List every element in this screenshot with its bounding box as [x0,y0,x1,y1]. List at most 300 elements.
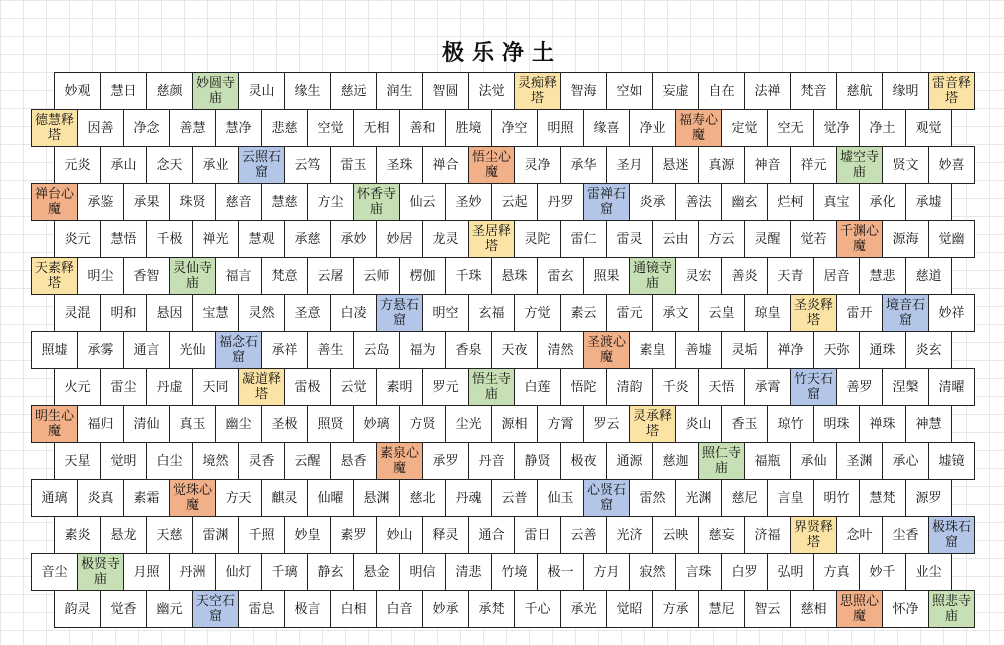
grid-cell-demon: 思照心魔 [837,591,883,627]
grid-row [54,72,975,110]
grid-cell-temple: 通镜寺庙 [630,258,676,294]
grid-cell: 承业 [193,147,239,183]
grid-cell: 墟镜 [929,443,975,479]
grid-cell: 方尘 [308,184,354,220]
grid-cell: 梵意 [262,258,308,294]
grid-cell-temple: 妙圆寺庙 [193,73,239,109]
grid-cell: 觉昭 [607,591,653,627]
grid-cell: 炎真 [78,480,124,516]
grid-cell: 千炎 [653,369,699,405]
grid-cell: 妙璃 [354,406,400,442]
grid-cell-temple: 照仁寺庙 [699,443,745,479]
grid-cell: 雷玉 [331,147,377,183]
grid-cell: 慧尼 [699,591,745,627]
grid-cell: 言珠 [676,554,722,590]
grid-cell: 善法 [676,184,722,220]
grid-cell: 境然 [193,443,239,479]
grid-cell: 罗云 [584,406,630,442]
grid-cell: 明信 [400,554,446,590]
grid-cell: 方真 [814,554,860,590]
grid-cell: 慧梵 [860,480,906,516]
grid-cell: 福归 [78,406,124,442]
grid-cell: 云觉 [331,369,377,405]
grid-cell: 居音 [814,258,860,294]
grid-cell: 悬因 [147,295,193,331]
grid-cell: 素云 [561,295,607,331]
grid-cell: 源相 [492,406,538,442]
grid-row [31,109,952,147]
grid-cell: 清韵 [607,369,653,405]
grid-cell: 天夜 [492,332,538,368]
grid-cell: 香泉 [446,332,492,368]
grid-cell: 灵陀 [515,221,561,257]
grid-cell: 缘喜 [584,110,630,146]
grid-cell: 悬迷 [653,147,699,183]
grid-row [31,479,952,517]
grid-cell: 缘生 [285,73,331,109]
grid-cell: 通源 [607,443,653,479]
grid-cell: 慈道 [906,258,952,294]
grid-cell: 梵音 [791,73,837,109]
grid-cell: 明和 [101,295,147,331]
grid-cell: 福为 [400,332,446,368]
grid-cell: 照果 [584,258,630,294]
grid-cell: 承化 [860,184,906,220]
grid-cell: 润生 [377,73,423,109]
grid-cell: 觉幽 [929,221,975,257]
grid-cell: 雷玄 [538,258,584,294]
grid-cell: 照墟 [32,332,78,368]
grid-cell: 极一 [538,554,584,590]
grid-cell: 怀净 [883,591,929,627]
grid-cell: 元炎 [55,147,101,183]
grid-cell: 净念 [124,110,170,146]
grid-cell-temple: 极贤寺庙 [78,554,124,590]
grid-cell: 云映 [653,517,699,553]
grid-cell-pagoda: 灵痴释塔 [515,73,561,109]
grid-cell: 清然 [538,332,584,368]
grid-cell: 千心 [515,591,561,627]
grid-cell: 清曜 [929,369,975,405]
grid-cell: 圣意 [285,295,331,331]
grid-cell: 贤文 [883,147,929,183]
grid-cell: 福瓶 [745,443,791,479]
grid-cell: 云皇 [699,295,745,331]
grid-cell: 承心 [883,443,929,479]
grid-cell: 智海 [561,73,607,109]
grid-cell: 因善 [78,110,124,146]
grid-cell-pagoda: 天素释塔 [32,258,78,294]
grid-cell-temple: 照悲寺庙 [929,591,975,627]
grid-cell: 智云 [745,591,791,627]
grid-cell: 云笃 [285,147,331,183]
grid-cell: 炎玄 [906,332,952,368]
grid-cell: 承墟 [906,184,952,220]
grid-cell: 胜境 [446,110,492,146]
grid-cell: 念叶 [837,517,883,553]
grid-cell: 麒灵 [262,480,308,516]
grid-cell: 罗元 [423,369,469,405]
grid-cell: 承雾 [78,332,124,368]
grid-cell: 觉香 [101,591,147,627]
grid-cell: 仙云 [400,184,446,220]
grid-cell: 悬金 [354,554,400,590]
grid-row [54,294,975,332]
grid-cell: 慈北 [400,480,446,516]
grid-cell-demon: 圣渡心魔 [584,332,630,368]
grid-cell: 尘光 [446,406,492,442]
grid-cell: 法觉 [469,73,515,109]
grid-cell: 善生 [308,332,354,368]
grid-cell: 承文 [653,295,699,331]
grid-cell: 悬珠 [492,258,538,294]
grid-cell: 妄虚 [653,73,699,109]
grid-cell: 白凌 [331,295,377,331]
grid-cell: 炎承 [630,184,676,220]
grid-cell: 善炎 [722,258,768,294]
grid-cell-demon: 素泉心魔 [377,443,423,479]
grid-cell: 雷息 [239,591,285,627]
grid-cell-grotto: 竹天石窟 [791,369,837,405]
grid-cell: 通珠 [860,332,906,368]
grid-cell: 白相 [331,591,377,627]
grid-cell: 缘明 [883,73,929,109]
grid-cell-grotto: 云照石窟 [239,147,285,183]
grid-cell-pagoda: 凝道释塔 [239,369,285,405]
grid-cell: 定觉 [722,110,768,146]
grid-cell-pagoda: 雷音释塔 [929,73,975,109]
grid-cell: 幽元 [147,591,193,627]
grid-cell: 慈航 [837,73,883,109]
grid-cell: 禅合 [423,147,469,183]
grid-cell: 明照 [538,110,584,146]
grid-cell: 承梵 [469,591,515,627]
grid-cell: 雷然 [630,480,676,516]
grid-cell: 云普 [492,480,538,516]
grid-cell: 承果 [124,184,170,220]
grid-cell: 宝慧 [193,295,239,331]
grid-cell: 火元 [55,369,101,405]
grid-cell: 涅槃 [883,369,929,405]
grid-cell: 天悟 [699,369,745,405]
grid-cell: 云善 [561,517,607,553]
grid-cell: 通言 [124,332,170,368]
grid-cell: 悬渊 [354,480,400,516]
grid-cell: 承妙 [331,221,377,257]
grid-cell: 悬香 [331,443,377,479]
grid-cell: 妙祥 [929,295,975,331]
grid-cell: 承山 [101,147,147,183]
grid-cell: 净业 [630,110,676,146]
grid-cell-pagoda: 德慧释塔 [32,110,78,146]
grid-cell: 慈妄 [699,517,745,553]
grid-cell: 极夜 [561,443,607,479]
grid-cell: 善慧 [170,110,216,146]
grid-cell: 灵醒 [745,221,791,257]
grid-cell: 灵净 [515,147,561,183]
grid-cell: 承慈 [285,221,331,257]
grid-row [54,590,975,628]
grid-cell: 天慈 [147,517,193,553]
grid-cell: 妙喜 [929,147,975,183]
grid-cell: 韵灵 [55,591,101,627]
grid-cell-grotto: 天空石窟 [193,591,239,627]
grid-cell: 祥元 [791,147,837,183]
grid-cell: 灵宏 [676,258,722,294]
grid-cell: 智圆 [423,73,469,109]
grid-cell: 福言 [216,258,262,294]
grid-cell: 尘香 [883,517,929,553]
grid-cell: 善墟 [676,332,722,368]
grid-cell: 圣渊 [837,443,883,479]
page-title: 极乐净土 [441,40,562,66]
grid-cell: 慈远 [331,73,377,109]
grid-cell: 禅珠 [860,406,906,442]
grid-cell: 静贤 [515,443,561,479]
grid-row [31,553,952,591]
grid-cell: 素炎 [55,517,101,553]
grid-cell: 空如 [607,73,653,109]
grid-cell: 素罗 [331,517,377,553]
grid-cell: 通璃 [32,480,78,516]
grid-row [31,331,952,369]
grid-row [54,220,975,258]
grid-cell: 清悲 [446,554,492,590]
grid-cell: 无相 [354,110,400,146]
grid-cell: 方天 [216,480,262,516]
grid-cell: 灵然 [239,295,285,331]
grid-cell: 龙灵 [423,221,469,257]
grid-cell: 圣月 [607,147,653,183]
grid-cell: 千照 [239,517,285,553]
grid-cell: 楞伽 [400,258,446,294]
grid-cell: 香玉 [722,406,768,442]
grid-cell-demon: 禅台心魔 [32,184,78,220]
grid-cell: 妙皇 [285,517,331,553]
grid-cell: 照贤 [308,406,354,442]
grid-cell: 妙山 [377,517,423,553]
grid-cell: 明珠 [814,406,860,442]
grid-cell: 善罗 [837,369,883,405]
grid-cell: 静玄 [308,554,354,590]
grid-cell: 神慧 [906,406,952,442]
grid-cell: 音尘 [32,554,78,590]
grid-cell: 月照 [124,554,170,590]
grid-cell: 素霜 [124,480,170,516]
grid-cell: 仙曜 [308,480,354,516]
grid-cell-pagoda: 圣居释塔 [469,221,515,257]
grid-cell: 丹罗 [538,184,584,220]
grid-cell: 承仙 [791,443,837,479]
grid-cell: 方觉 [515,295,561,331]
grid-cell: 雷渊 [193,517,239,553]
grid-cell: 云岛 [354,332,400,368]
grid-cell: 千璃 [262,554,308,590]
grid-cell: 方贤 [400,406,446,442]
grid-cell: 言皇 [768,480,814,516]
grid-cell: 灵香 [239,443,285,479]
grid-cell: 雷尘 [101,369,147,405]
grid-cell-demon: 千渊心魔 [837,221,883,257]
grid-cell: 源罗 [906,480,952,516]
grid-cell: 承光 [561,591,607,627]
grid-cell: 法禅 [745,73,791,109]
grid-cell: 方云 [699,221,745,257]
grid-cell: 雷极 [285,369,331,405]
grid-cell: 方承 [653,591,699,627]
grid-cell: 香智 [124,258,170,294]
grid-cell-grotto: 雷禅石窟 [584,184,630,220]
grid-cell: 禅净 [768,332,814,368]
grid-cell: 仙灯 [216,554,262,590]
grid-cell: 慈尼 [722,480,768,516]
grid-cell: 圣极 [262,406,308,442]
grid-cell: 白罗 [722,554,768,590]
grid-cell: 方霄 [538,406,584,442]
grid-cell: 云师 [354,258,400,294]
grid-cell: 慧悟 [101,221,147,257]
grid-cell: 明竹 [814,480,860,516]
grid-cell: 白音 [377,591,423,627]
grid-cell-temple: 灵仙寺庙 [170,258,216,294]
grid-cell: 光济 [607,517,653,553]
grid-row [31,257,952,295]
grid-row [54,442,975,480]
grid-cell: 慈迦 [653,443,699,479]
grid-cell: 方月 [584,554,630,590]
grid-cell-pagoda: 界贤释塔 [791,517,837,553]
grid-cell: 雷日 [515,517,561,553]
grid-cell: 弘明 [768,554,814,590]
grid-cell: 雷元 [607,295,653,331]
grid-cell: 琼竹 [768,406,814,442]
grid-cell: 雷开 [837,295,883,331]
grid-cell: 慈相 [791,591,837,627]
grid-cell: 灵混 [55,295,101,331]
grid-cell: 雷仁 [561,221,607,257]
grid-cell: 承罗 [423,443,469,479]
grid-cell: 丹魂 [446,480,492,516]
grid-cell: 天同 [193,369,239,405]
grid-cell: 琼皇 [745,295,791,331]
grid-cell: 烂柯 [768,184,814,220]
grid-cell-grotto: 心贤石窟 [584,480,630,516]
grid-cell: 真宝 [814,184,860,220]
grid-cell: 圣妙 [446,184,492,220]
grid-cell: 幽玄 [722,184,768,220]
grid-cell: 云屠 [308,258,354,294]
grid-cell: 神音 [745,147,791,183]
grid-cell: 念天 [147,147,193,183]
grid-cell: 慧慈 [262,184,308,220]
grid-cell-temple: 怀香寺庙 [354,184,400,220]
grid-cell: 承华 [561,147,607,183]
grid-cell: 慈音 [216,184,262,220]
grid-cell: 雷灵 [607,221,653,257]
grid-cell: 光渊 [676,480,722,516]
grid-cell-temple: 墟空寺庙 [837,147,883,183]
grid-cell-grotto: 极珠石窟 [929,517,975,553]
grid-cell: 净土 [860,110,906,146]
grid-cell: 源海 [883,221,929,257]
grid-cell-temple: 悟生寺庙 [469,369,515,405]
grid-cell: 自在 [699,73,745,109]
grid-cell-grotto: 方悬石窟 [377,295,423,331]
grid-cell: 白尘 [147,443,193,479]
grid-cell: 仙玉 [538,480,584,516]
grid-cell: 释灵 [423,517,469,553]
grid-cell: 竹境 [492,554,538,590]
grid-cell: 承鉴 [78,184,124,220]
grid-cell: 观觉 [906,110,952,146]
grid-cell: 明空 [423,295,469,331]
grid-cell: 业尘 [906,554,952,590]
grid-cell: 真玉 [170,406,216,442]
grid-cell: 济福 [745,517,791,553]
grid-cell: 妙观 [55,73,101,109]
grid-cell: 慧悲 [860,258,906,294]
grid-cell: 空无 [768,110,814,146]
grid-row [31,405,952,443]
grid-cell: 极言 [285,591,331,627]
grid-cell: 慧净 [216,110,262,146]
grid-cell-demon: 明生心魔 [32,406,78,442]
grid-cell: 承霄 [745,369,791,405]
grid-cell-grotto: 福念石窟 [216,332,262,368]
grid-cell: 天青 [768,258,814,294]
grid-cell: 明尘 [78,258,124,294]
grid-cell: 炎元 [55,221,101,257]
grid-cell: 云由 [653,221,699,257]
grid-row [31,183,952,221]
grid-cell-demon: 觉珠心魔 [170,480,216,516]
grid-cell: 禅光 [193,221,239,257]
grid-cell: 玄福 [469,295,515,331]
grid-cell: 素明 [377,369,423,405]
grid-cell: 净空 [492,110,538,146]
grid-cell: 丹音 [469,443,515,479]
grid-cell: 慈颜 [147,73,193,109]
grid-cell: 空觉 [308,110,354,146]
grid-row [54,146,975,184]
grid-cell-grotto: 境音石窟 [883,295,929,331]
grid-cell-demon: 福寿心魔 [676,110,722,146]
grid-cell-demon: 悟尘心魔 [469,147,515,183]
grid-cell: 云起 [492,184,538,220]
grid-cell: 寂然 [630,554,676,590]
grid-cell: 觉明 [101,443,147,479]
grid-cell: 觉若 [791,221,837,257]
grid-cell: 悬龙 [101,517,147,553]
grid-cell: 天弥 [814,332,860,368]
grid-cell-pagoda: 灵承释塔 [630,406,676,442]
grid-cell: 素皇 [630,332,676,368]
grid-cell: 善和 [400,110,446,146]
grid-row [54,368,975,406]
grid-cell: 炎山 [676,406,722,442]
grid-cell: 天星 [55,443,101,479]
grid-row [54,516,975,554]
grid-cell: 千极 [147,221,193,257]
grid-cell: 妙承 [423,591,469,627]
grid-cell: 云醒 [285,443,331,479]
grid-cell: 妙千 [860,554,906,590]
grid-cell: 白莲 [515,369,561,405]
grid-cell: 光仙 [170,332,216,368]
grid-cell: 丹洲 [170,554,216,590]
grid-cell: 灵山 [239,73,285,109]
grid-cell: 悲慈 [262,110,308,146]
